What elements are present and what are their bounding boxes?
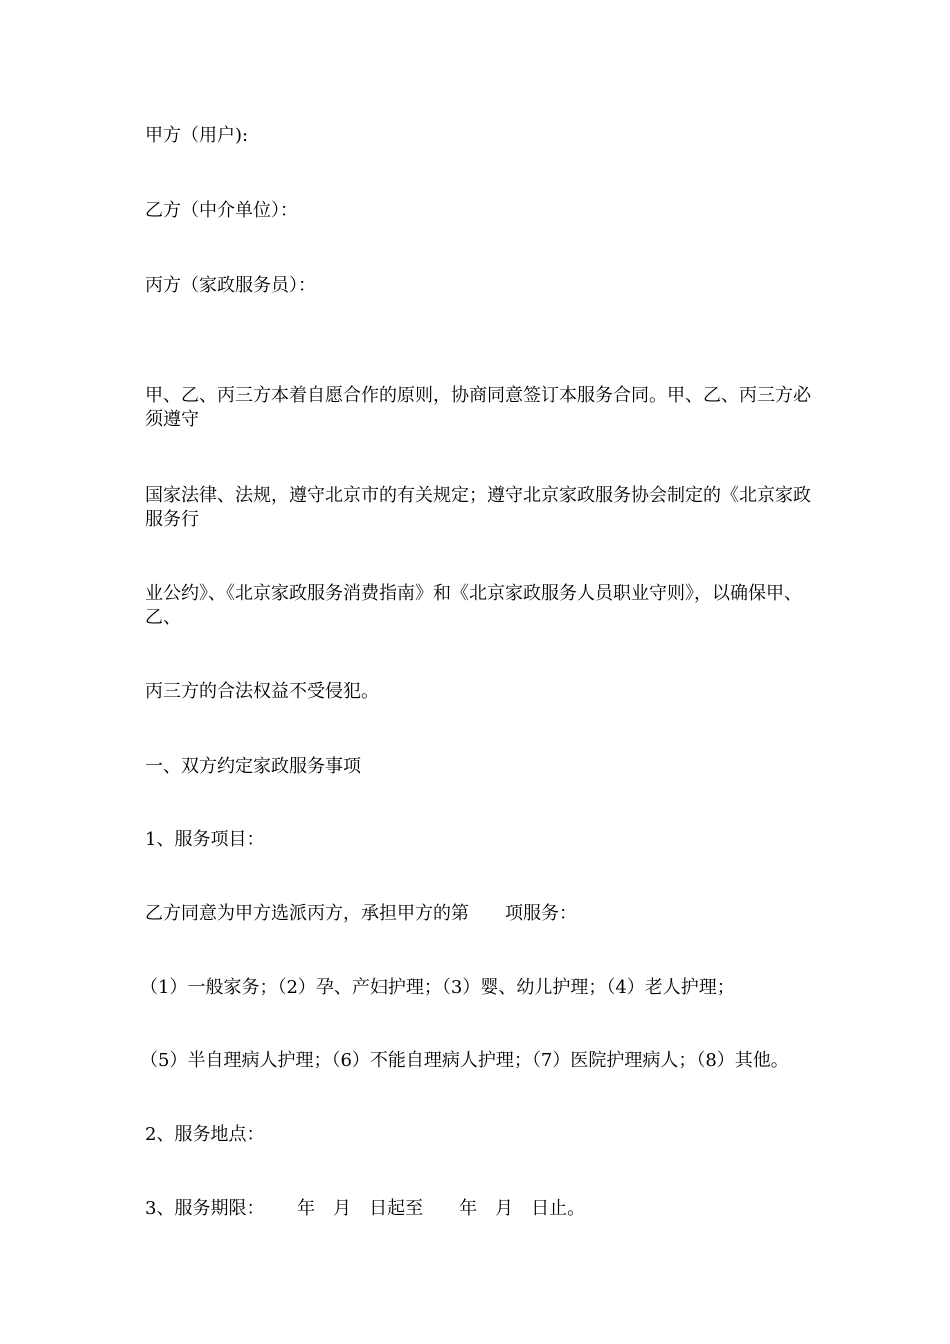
item-1-options-line-2: （5）半自理病人护理；（6）不能自理病人护理；（7）医院护理病人；（8）其他。 <box>140 1050 789 1071</box>
preamble-paragraph-4: 丙三方的合法权益不受侵犯。 <box>145 681 379 702</box>
item-1-options-line-1: （1）一般家务；（2）孕、产妇护理；（3）婴、幼儿护理；（4）老人护理； <box>140 977 735 998</box>
item-1-text: 乙方同意为甲方选派丙方，承担甲方的第 项服务： <box>145 903 577 924</box>
preamble-paragraph-3: 业公约》、《北京家政服务消费指南》和《北京家政服务人员职业守则》，以确保甲、乙、 <box>145 583 802 628</box>
item-3-title: 3、服务期限： 年 月 日起至 年 月 日止。 <box>145 1198 586 1219</box>
item-1-title: 1、服务项目： <box>145 829 265 850</box>
party-c-line: 丙方（家政服务员）： <box>145 275 316 296</box>
preamble-paragraph-2: 国家法律、法规，遵守北京市的有关规定；遵守北京家政服务协会制定的《北京家政服务行 <box>145 485 811 530</box>
item-2-title: 2、服务地点： <box>145 1124 265 1145</box>
section-1-heading: 一、双方约定家政服务事项 <box>145 756 361 777</box>
party-a-line: 甲方（用户): <box>145 125 249 146</box>
preamble-paragraph-1: 甲、乙、丙三方本着自愿合作的原则，协商同意签订本服务合同。甲、乙、丙三方必须遵守 <box>145 385 811 430</box>
party-b-line: 乙方（中介单位）： <box>145 200 298 221</box>
